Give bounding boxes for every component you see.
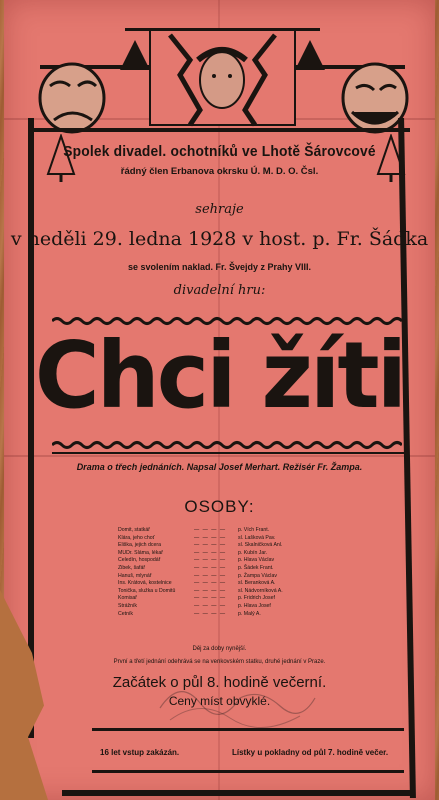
cast-role: Strážník: [118, 602, 138, 609]
cast-dashes: — — — —: [194, 564, 227, 571]
cast-dashes: — — — —: [194, 602, 227, 609]
cast-role: Čeledín, hospodář: [118, 557, 161, 564]
cast-role: Četník: [118, 610, 133, 617]
cast-dashes: — — — —: [194, 534, 227, 541]
cast-actor: p. Fridrich Josef: [238, 595, 275, 602]
acts-note: První a třetí jednání odehrává se na venkovském statku, druhé jednání v Praze.: [113, 659, 326, 665]
woodcut-header-art: [30, 20, 415, 140]
cast-heading: OSOBY:: [184, 497, 255, 516]
cast-dashes: — — — —: [194, 610, 227, 617]
society-membership: řádný člen Erbanova okrsku Ú. M. D. O. Čsl.: [120, 166, 319, 177]
cast-role: Komisař: [118, 595, 138, 602]
cast-dashes: — — — —: [194, 549, 227, 556]
start-time: Začátek o půl 8. hodině večerní.: [112, 674, 327, 691]
performs-label: sehraje: [195, 202, 244, 217]
ticket-prices: Ceny míst obvyklé.: [168, 694, 271, 708]
cast-row: [118, 588, 328, 596]
cast-dashes: — — — —: [194, 595, 227, 602]
drama-credits: Drama o třech jednáních. Napsal Josef Merhart. Režisér Fr. Žampa.: [76, 462, 363, 472]
cast-dashes: — — — —: [194, 587, 227, 594]
wave-divider: [52, 440, 402, 450]
cast-role: Žibek, šafář: [118, 564, 146, 571]
frame-bottom: [62, 790, 412, 796]
cast-actor: p. Vích Frant.: [238, 527, 270, 533]
scene-note: Děj za doby nynější.: [192, 646, 247, 652]
cast-actor: sl. Skalničková Anl.: [238, 542, 283, 549]
cast-role: Hanuš, mlynář: [118, 572, 152, 579]
footer-rule: [92, 728, 404, 731]
play-title: Chci žíti: [34, 322, 405, 429]
society-name: Spolek divadel. ochotníků ve Lhotě Šárovcové: [63, 143, 376, 160]
cast-actor: p. Malý A.: [238, 610, 261, 617]
cast-list: [118, 527, 328, 618]
cast-role: Domit, statkář: [118, 527, 150, 533]
cast-dashes: — — — —: [194, 557, 227, 564]
cast-row: [118, 557, 328, 565]
cast-actor: p. Hlava Václav: [238, 557, 275, 564]
cast-dashes: — — — —: [194, 542, 227, 549]
cast-dashes: — — — —: [194, 580, 227, 587]
ticket-info: Lístky u pokladny od půl 7. hodině večer.: [232, 748, 389, 757]
cast-dashes: — — — —: [194, 572, 227, 579]
age-restriction: 16 let vstup zakázán.: [100, 748, 180, 757]
cast-role: Klára, jeho choť: [118, 534, 155, 541]
cast-actor: p. Žampa Václav: [238, 572, 277, 579]
cast-row: [118, 542, 328, 550]
cast-row: [118, 573, 328, 581]
cast-actor: sl. Lašková Pav.: [238, 534, 276, 541]
cast-role: Tonička, služka u Domitů: [118, 587, 176, 594]
cast-role: Ins. Krátová, kostelnice: [118, 580, 172, 587]
footer-rule: [92, 770, 404, 773]
muse-face-icon: [150, 30, 295, 125]
cast-row: [118, 580, 328, 588]
cast-actor: sl. Nádvorníková A.: [238, 587, 283, 594]
cast-dashes: — — — —: [194, 527, 227, 533]
cast-row: [118, 527, 328, 535]
cast-actor: p. Hlava Josef: [238, 602, 271, 609]
middle-rule: [52, 452, 404, 454]
publisher-consent: se svolením naklad. Fr. Švejdy z Prahy VIII.: [127, 262, 312, 272]
cast-row: [118, 603, 328, 611]
cast-row: [118, 535, 328, 543]
cast-row: [118, 565, 328, 573]
tragedy-mask-icon: [40, 64, 104, 132]
cast-row: [118, 611, 328, 619]
cast-role: Eliška, jejich dcera: [118, 542, 161, 549]
cast-actor: p. Šádek Frant.: [238, 564, 274, 571]
cast-actor: p. Kubín Jar.: [238, 549, 268, 556]
cast-role: MUDr. Sláma, lékař: [118, 549, 163, 556]
cast-row: [118, 550, 328, 558]
cast-actor: sl. Beranková A.: [238, 580, 276, 587]
top-rule: [30, 128, 410, 132]
play-label: divadelní hru:: [173, 283, 266, 298]
performance-date: v neděli 29. ledna 1928 v host. p. Fr. Šádka: [10, 228, 429, 250]
cast-row: [118, 595, 328, 603]
